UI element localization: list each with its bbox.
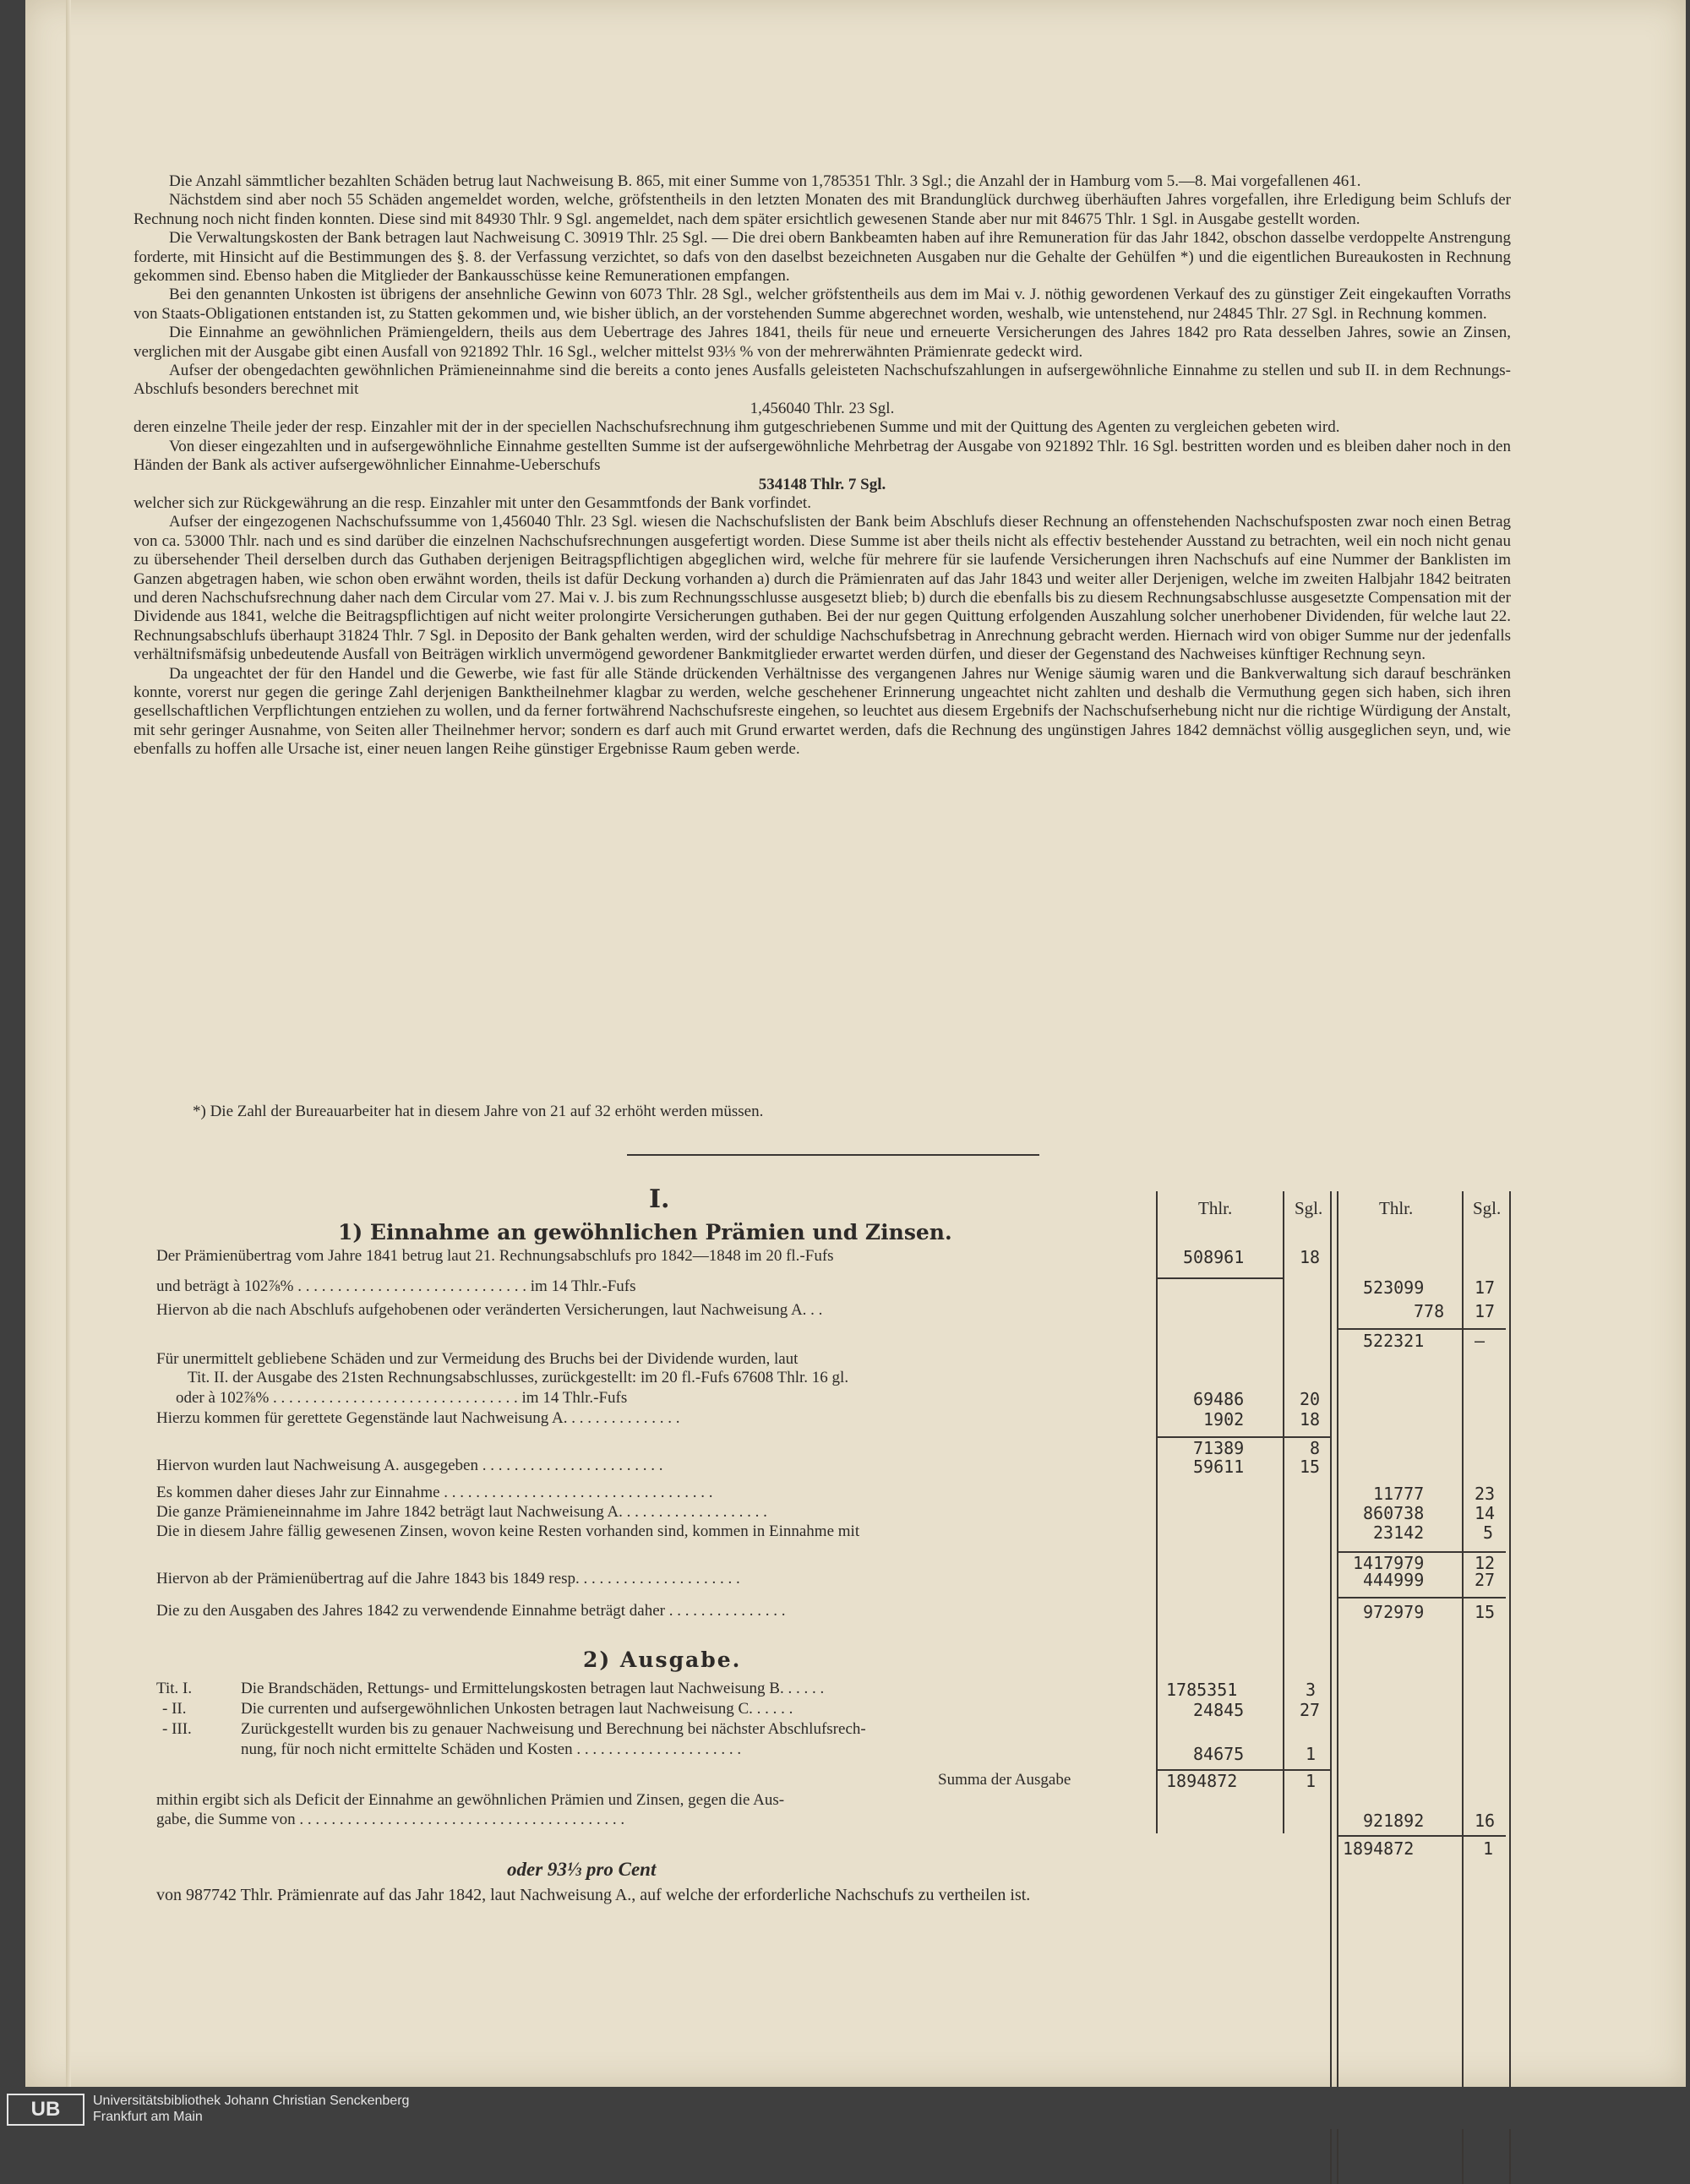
row-sgl: 5: [1483, 1522, 1494, 1543]
row-label: Hierzu kommen für gerettete Gegenstände laut Nachweisung A. . . . . . . . . . . . . . .: [156, 1409, 680, 1427]
row-sgl: 17: [1475, 1301, 1496, 1321]
row-label: und beträgt à 102⅞% . . . . . . . . . . . . . . . . . . . . . . . . . . . . . im 14 Thlr.-Fufs: [156, 1277, 636, 1295]
sum-rule: [1337, 1597, 1506, 1599]
expense-label: Die currenten und aufsergewöhnlichen Unkosten betragen laut Nachweisung C. . . . . .: [241, 1700, 793, 1718]
footnote: *) Die Zahl der Bureauarbeiter hat in diesem Jahre von 21 auf 32 erhöht werden müssen.: [193, 1103, 764, 1120]
institution-name: Universitätsbibliothek Johann Christian Senckenberg: [93, 2094, 410, 2108]
row-thlr: 69486: [1193, 1389, 1245, 1409]
paragraph-4: Bei den genannten Unkosten ist übrigens der ansehnliche Gewinn von 6073 Thlr. 28 Sgl., welcher gröfstentheils aus dem im Mai v. J. nöthig gewordenen Verkauf des zu günstiger Zeit eingekauften Vorraths von Staats-Obligationen entstanden ist, zu Statten gekommen und, wie bisher üblich, an der vorstehenden Summe abgerechnet worden, weshalb, wie untenstehend, nur 24845 Thlr. 27 Sgl. in Rechnung kommen.: [134, 286, 1511, 323]
expense-thlr: 1785351: [1166, 1680, 1238, 1700]
row-sgl: 27: [1475, 1570, 1496, 1590]
sum-rule: [1337, 1835, 1506, 1837]
row-thlr: 444999: [1363, 1570, 1425, 1590]
col-header-thlr-b: Thlr.: [1379, 1198, 1414, 1218]
row-thlr: 778: [1414, 1301, 1445, 1321]
row-label: Für unermittelt gebliebene Schäden und zur Vermeidung des Bruchs bei der Dividende wurden, laut: [156, 1350, 799, 1368]
paragraph-6: Aufser der obengedachten gewöhnlichen Prämieneinnahme sind die bereits a conto jenes Ausfalls geleisteten Nachschufszahlungen in aufsergewöhnliche Einnahme zu stellen und sub II. in dem Rechnungs-Abschlufs besonders berechnet mit: [134, 362, 1511, 399]
summa-sgl: 1: [1306, 1771, 1317, 1791]
row-thlr: 508961: [1183, 1247, 1245, 1267]
expense-sgl: 3: [1306, 1680, 1317, 1700]
paragraph-9: welcher sich zur Rückgewährung an die resp. Einzahler mit unter den Gesammtfonds der Bank vorfindet.: [134, 493, 811, 512]
column-rule: [1283, 1656, 1284, 1816]
row-thlr: 71389: [1193, 1438, 1245, 1458]
expense-label: Zurückgestellt wurden bis zu genauer Nachweisung und Berechnung bei nächster Abschlufsrech-: [241, 1720, 866, 1738]
row-label: Hiervon ab die nach Abschlufs aufgehobenen oder veränderten Versicherungen, laut Nachweisung A. . .: [156, 1301, 823, 1319]
expense-tit: - II.: [162, 1700, 187, 1718]
paragraph-6-amount: 1,456040 Thlr. 23 Sgl.: [750, 399, 895, 417]
library-logo: UB: [7, 2094, 84, 2126]
row-thlr: 23142: [1373, 1522, 1425, 1543]
final-line: von 987742 Thlr. Prämienrate auf das Jahr 1842, laut Nachweisung A., auf welche der erforderliche Nachschufs zu vertheilen ist.: [156, 1886, 1031, 1904]
percent-line: oder 93⅓ pro Cent: [507, 1859, 657, 1880]
column-rule: [1337, 1191, 1338, 2184]
row-label: Die zu den Ausgaben des Jahres 1842 zu verwendende Einnahme beträgt daher . . . . . . . . . . . . . . .: [156, 1602, 786, 1620]
expense-label: Die Brandschäden, Rettungs- und Ermittelungskosten betragen laut Nachweisung B. . . . . .: [241, 1680, 825, 1697]
row-thlr: 11777: [1373, 1484, 1425, 1504]
row-thlr: 59611: [1193, 1457, 1245, 1477]
row-thlr: 860738: [1363, 1503, 1425, 1523]
col-header-sgl-b: Sgl.: [1473, 1198, 1502, 1218]
row-thlr: 1902: [1203, 1409, 1245, 1430]
row-label: Hiervon wurden laut Nachweisung A. ausgegeben . . . . . . . . . . . . . . . . . . . . . . .: [156, 1457, 663, 1474]
row-thlr: 1417979: [1353, 1553, 1425, 1573]
row-sgl: 20: [1300, 1389, 1321, 1409]
paragraph-7: deren einzelne Theile jeder der resp. Einzahler mit der in der speciellen Nachschufsrechnung ihm gutgeschriebenen Summe und mit der Quittung des Agenten zu vergleichen gebeten wird.: [134, 418, 1340, 437]
total-sgl: 1: [1483, 1838, 1494, 1859]
row-thlr: 523099: [1363, 1277, 1425, 1298]
deficit-line-2: gabe, die Summe von . . . . . . . . . . . . . . . . . . . . . . . . . . . . . . . . . . . . . . . . .: [156, 1811, 625, 1828]
deficit-line-1: mithin ergibt sich als Deficit der Einnahme an gewöhnlichen Prämien und Zinsen, gegen die Aus-: [156, 1791, 785, 1809]
row-thlr: 522321: [1363, 1331, 1425, 1351]
column-rule: [1330, 1191, 1332, 2184]
col-header-sgl-a: Sgl.: [1295, 1198, 1323, 1218]
row-sgl: —: [1475, 1331, 1486, 1351]
row-sgl: 8: [1310, 1438, 1321, 1458]
institution-city: Frankfurt am Main: [93, 2110, 203, 2124]
row-sgl: 23: [1475, 1484, 1496, 1504]
expense-thlr: 24845: [1193, 1700, 1245, 1720]
section-roman: I.: [649, 1185, 670, 1214]
deficit-sgl: 16: [1475, 1811, 1496, 1831]
paragraph-2: Nächstdem sind aber noch 55 Schäden angemeldet worden, welche, gröfstentheils in den letzten Monaten des mit Brandunglück durchweg überhäuften Jahres vorgefallen, ihre Erledigung beim Schlufs der Rechnung noch nicht finden konnten. Diese sind mit 84930 Thlr. 9 Sgl. angemeldet, nach dem später ersichtlich gewesenen Stande aber nur mit 84675 Thlr. 1 Sgl. in Ausgabe gestellt worden.: [134, 191, 1511, 228]
row-label: Die ganze Prämieneinnahme im Jahre 1842 beträgt laut Nachweisung A. . . . . . . . . . . . . . . . . . .: [156, 1503, 767, 1521]
page-fold: [66, 0, 71, 2087]
paragraph-3: Die Verwaltungskosten der Bank betragen laut Nachweisung C. 30919 Thlr. 25 Sgl. — Die drei obern Bankbeamten haben auf ihre Remuneration für das Jahr 1842, obschon dasselbe verdoppelte Anstrengung forderte, mit Hinsicht auf die Bestimmungen des §. 8. der Verfassung verzichtet, so dafs von den daselbst bezeichneten Ausgaben nur die Gehalte der Gehülfen *) und die eigentlichen Bureaukosten in Rechnung gekommen sind. Ebenso haben die Mitglieder der Bankausschüsse keine Remunerationen empfangen.: [134, 229, 1511, 286]
row-sgl: 18: [1300, 1247, 1321, 1267]
paragraph-1: Die Anzahl sämmtlicher bezahlten Schäden betrug laut Nachweisung B. 865, mit einer Summe von 1,785351 Thlr. 3 Sgl.; die Anzahl der in Hamburg vom 5.—8. Mai vorgefallenen 461.: [169, 172, 1361, 190]
expense-tit: - III.: [162, 1720, 192, 1738]
row-sgl: 12: [1475, 1553, 1496, 1573]
row-label: Hiervon ab der Prämienübertrag auf die Jahre 1843 bis 1849 resp. . . . . . . . . . . . . . . . . . . . .: [156, 1570, 740, 1588]
paragraph-8-amount: 534148 Thlr. 7 Sgl.: [758, 475, 886, 493]
body-text: [134, 172, 1511, 760]
row-label: Es kommen daher dieses Jahr zur Einnahme . . . . . . . . . . . . . . . . . . . . . . . . . . . . . . . . . .: [156, 1484, 713, 1501]
row-label: oder à 102⅞% . . . . . . . . . . . . . . . . . . . . . . . . . . . . . . . im 14 Thlr.-Fufs: [176, 1389, 628, 1407]
col-header-thlr-a: Thlr.: [1198, 1198, 1233, 1218]
row-label: Die in diesem Jahre fällig gewesenen Zinsen, wovon keine Resten vorhanden sind, kommen in Einnahme mit: [156, 1522, 860, 1540]
row-thlr: 972979: [1363, 1602, 1425, 1622]
expense-sgl: 1: [1306, 1744, 1317, 1764]
deficit-thlr: 921892: [1363, 1811, 1425, 1831]
total-thlr: 1894872: [1343, 1838, 1415, 1859]
row-sgl: 18: [1300, 1409, 1321, 1430]
expense-sgl: 27: [1300, 1700, 1321, 1720]
sum-rule: [1337, 1328, 1506, 1330]
paragraph-11: Da ungeachtet der für den Handel und die Gewerbe, wie fast für alle Stände drückenden Verhältnisse des vergangenen Jahres nur Wenige säumig waren und die Bankverwaltung sich darauf beschränken konnte, vorerst nur gegen die geringe Zahl derjenigen Banktheilnehmer klagbar zu werden, welche geschehener Erinnerung ungeachtet nicht zahlten und deshalb die Vermuthung gegen sich haben, sich ihren gesellschaftlichen Verpflichtungen entziehen zu wollen, und da ferner fortwährend Nachschufsreste eingehen, so leuchtet aus diesem Ergebnifs der Nachschufserhebung nicht nur die richtige Würdigung der Anstalt, mit sehr geringer Ausnahme, von Seiten aller Theilnehmer hervor; sondern es darf auch mit Grund erwartet werden, dafs die Rechnung des ungünstigen Jahres 1842 demnächst völlig ausgeglichen seyn, und, wie ebenfalls zu hoffen alle Ursache ist, einer neuen langen Reihe günstiger Ergebnisse Raum geben werde.: [134, 664, 1511, 759]
row-label: Der Prämienübertrag vom Jahre 1841 betrug laut 21. Rechnungsabschlufs pro 1842—1848 im 20 fl.-Fufs: [156, 1247, 834, 1265]
row-sgl: 15: [1300, 1457, 1321, 1477]
income-heading: 1) Einnahme an gewöhnlichen Prämien und Zinsen.: [338, 1220, 952, 1244]
section-divider: [627, 1154, 1039, 1156]
paragraph-5: Die Einnahme an gewöhnlichen Prämiengeldern, theils aus dem Uebertrage des Jahres 1841, theils für neue und erneuerte Versicherungen des Jahres 1842 pro Rata desselben Jahres, sowie an Zinsen, verglichen mit der Ausgabe gibt einen Ausfall von 921892 Thlr. 16 Sgl., welcher mittelst 93⅓ % von der mehrerwähnten Prämienrate gedeckt wird.: [134, 324, 1511, 361]
row-sgl: 15: [1475, 1602, 1496, 1622]
column-rule: [1156, 1656, 1158, 1816]
paragraph-8: Von dieser eingezahlten und in aufsergewöhnliche Einnahme gestellten Summe ist der aufsergewöhnliche Mehrbetrag der Ausgabe von 921892 Thlr. 16 Sgl. bestritten worden und es bleiben daher noch in den Händen der Bank als activer aufsergewöhnlicher Einnahme-Ueberschufs: [134, 437, 1511, 475]
sum-rule: [1156, 1277, 1283, 1279]
row-sgl: 14: [1475, 1503, 1496, 1523]
column-rule: [1509, 1191, 1511, 2184]
expense-label: nung, für noch nicht ermittelte Schäden und Kosten . . . . . . . . . . . . . . . . . . . . .: [241, 1740, 742, 1758]
row-label: Tit. II. der Ausgabe des 21sten Rechnungsabschlusses, zurückgestellt: im 20 fl.-Fufs 67608 Thlr. 16 gl.: [188, 1369, 849, 1386]
paragraph-10: Aufser der eingezogenen Nachschufssumme von 1,456040 Thlr. 23 Sgl. wiesen die Nachschufslisten der Bank beim Abschlufs dieser Rechnung an offenstehenden Nachschufsposten zwar noch einen Betrag von ca. 53000 Thlr. nach und es sind darüber die einzelnen Nachschufsrechnungen ausgefertigt worden. Diese Summe ist aber theils nicht als effectiv bestehender Ausstand zu betrachten, weil ein noch nicht genau zu übersehender Theil derselben durch das Guthaben derjenigen Beitragspflichtigen abgeglichen wird, welche für mehrere für sie laufende Versicherungen ihren Nachschufs auf eine Nummer der Banklisten im Ganzen abgetragen haben, wie schon oben erwähnt worden, theils ist dafür Deckung vorhanden a) durch die Prämienraten auf das Jahr 1843 und weiter aller Derjenigen, welche im zweiten Halbjahr 1842 beitraten und deren Nachschufsrechnung daher nach dem Circular vom 27. Mai v. J. bis zum Rechnungsschlusse ausgesetzt blieb; b) durch die ebenfalls bis zu diesem Rechnungsabschlusse ausgesetzte Compensation mit der Dividende aus 1841, welche die Beitragspflichtigen auf nicht weiter prolongirte Versicherungen guthaben. Bei der nur gegen Quittung erfolgenden Auszahlung solcher unerhobener Dividenden, für welche laut 22. Rechnungsabschlufs überhaupt 31824 Thlr. 7 Sgl. in Deposito der Bank gehalten werden, wird der schuldige Nachschufsbetrag in Anrechnung gebracht werden. Hiernach wird von obiger Summe nur der jedenfalls verhältnifsmäfsig unbedeutende Ausfall von Beiträgen wirklich unvermögend gewordener Bankmitglieder erwartet werden dürfen, und dieser der Gegenstand des Nachweises künftiger Rechnung seyn.: [134, 513, 1511, 664]
row-sgl: 17: [1475, 1277, 1496, 1298]
expense-tit: Tit. I.: [156, 1680, 193, 1697]
expense-heading: 2) Ausgabe.: [583, 1648, 742, 1672]
summa-label: Summa der Ausgabe: [938, 1771, 1071, 1789]
expense-thlr: 84675: [1193, 1744, 1245, 1764]
summa-thlr: 1894872: [1166, 1771, 1238, 1791]
column-rule: [1462, 1191, 1464, 2184]
